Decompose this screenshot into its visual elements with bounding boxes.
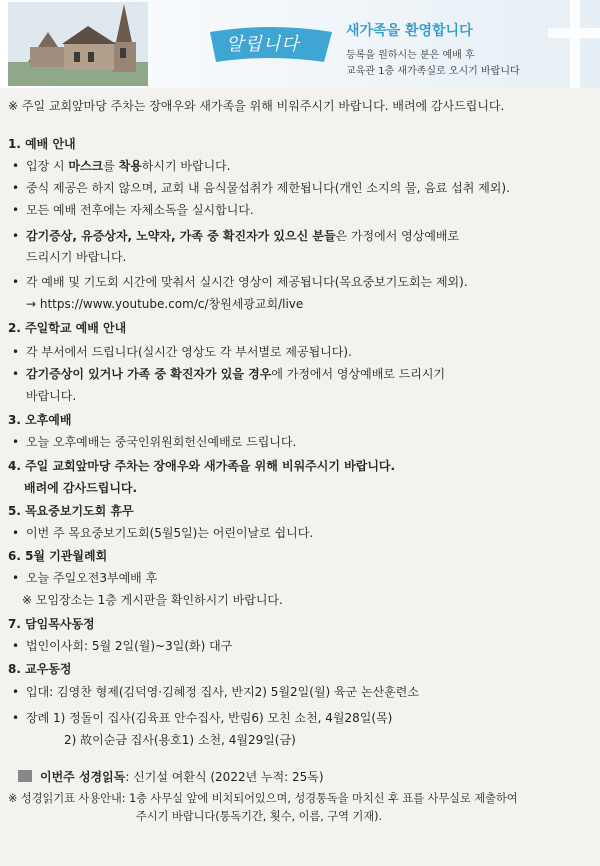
welcome-sub-2: 교육관 1층 새가족실로 오시기 바랍니다 [346, 66, 520, 77]
s1-bullet-5: • 각 예배 및 기도회 시간에 맞춰서 실시간 영상이 제공됩니다(목요중보기도회는 제외). [12, 275, 468, 289]
section-3-title: 3. 오후예배 [8, 413, 72, 427]
section-6-title: 6. 5월 기관월례회 [8, 549, 108, 563]
section-7-title: 7. 담임목사동정 [8, 617, 95, 631]
footer-line-1: ※ 성경읽기표 사용안내: 1층 사무실 앞에 비치되어있으며, 성경통독을 마치신 후 표를 사무실로 제출하여 [8, 792, 518, 805]
s2-bullet-1: • 각 부서에서 드립니다(실시간 영상도 각 부서별로 제공됩니다). [12, 345, 352, 359]
section-5-title: 5. 목요중보기도회 휴무 [8, 504, 134, 518]
s1-bullet-4: • 감기증상, 유증상자, 노약자, 가족 중 확진자가 있으신 분들은 가정에서 영상예배로 [12, 229, 460, 243]
s1-bullet-1: • 입장 시 마스크를 착용하시기 바랍니다. [12, 159, 231, 173]
header [0, 0, 600, 88]
s1-bullet-4-cont: 드리시기 바랍니다. [26, 250, 127, 264]
s5-bullet-1: • 이번 주 목요중보기도회(5월5일)는 어린이날로 쉽니다. [12, 526, 314, 540]
s2-bullet-2-cont: 바랍니다. [26, 389, 77, 403]
s3-bullet-1: • 오늘 오후예배는 중국인위원회헌신예배로 드립니다. [12, 435, 297, 449]
cross-icon [540, 0, 600, 88]
section-4-line-1: 4. 주일 교회앞마당 주차는 장애우와 새가족을 위해 비워주시기 바랍니다. [8, 459, 396, 473]
s2-bullet-2: • 감기증상이 있거나 가족 중 확진자가 있을 경우에 가정에서 영상예배로 드리시기 [12, 367, 446, 381]
book-icon [18, 770, 32, 782]
s1-bullet-2: • 중식 제공은 하지 않으며, 교회 내 음식물섭취가 제한됩니다(개인 소지의 물, 음료 섭취 제외). [12, 181, 510, 195]
s8-bullet-1: • 입대: 김영찬 형제(김덕영·김혜정 집사, 반지2) 5월2일(월) 육군 논산훈련소 [12, 685, 419, 699]
s7-bullet-1: • 법인이사회: 5월 2일(월)~3일(화) 대구 [12, 639, 233, 653]
section-1-title: 1. 예배 안내 [8, 137, 76, 151]
s6-bullet-1: • 오늘 주일오전3부예배 후 [12, 571, 158, 585]
s6-note: ※ 모임장소는 1층 게시판을 확인하시기 바랍니다. [22, 593, 283, 607]
welcome-title: 새가족을 환영합니다 [346, 23, 473, 39]
section-8-title: 8. 교우동정 [8, 662, 72, 676]
live-link[interactable]: → https://www.youtube.com/c/창원세광교회/live [26, 297, 304, 311]
bible-reading: 이번주 성경읽독: 신기설 여환식 (2022년 누적: 25독) [18, 767, 324, 788]
footer-line-2: 주시기 바랍니다(통독기간, 횟수, 이름, 구역 기재). [136, 810, 383, 823]
parking-notice: ※ 주일 교회앞마당 주차는 장애우와 새가족을 위해 비워주시기 바랍니다. 배려에 감사드립니다. [8, 99, 505, 113]
welcome-sub-1: 등록을 원하시는 분은 예배 후 [346, 50, 475, 61]
section-2-title: 2. 주일학교 예배 안내 [8, 321, 127, 335]
banner-title: 알립니다 [226, 34, 300, 55]
s8-bullet-2: • 장례 1) 정돌이 집사(김육표 안수집사, 반림6) 모친 소천, 4월28일(목) [12, 711, 393, 725]
section-4-line-2: 배려에 감사드립니다. [24, 481, 138, 495]
s8-bullet-3: 2) 故이순금 집사(용호1) 소천, 4월29일(금) [64, 733, 296, 747]
s1-bullet-3: • 모든 예배 전후에는 자체소독을 실시합니다. [12, 203, 254, 217]
church-illustration [8, 2, 148, 86]
